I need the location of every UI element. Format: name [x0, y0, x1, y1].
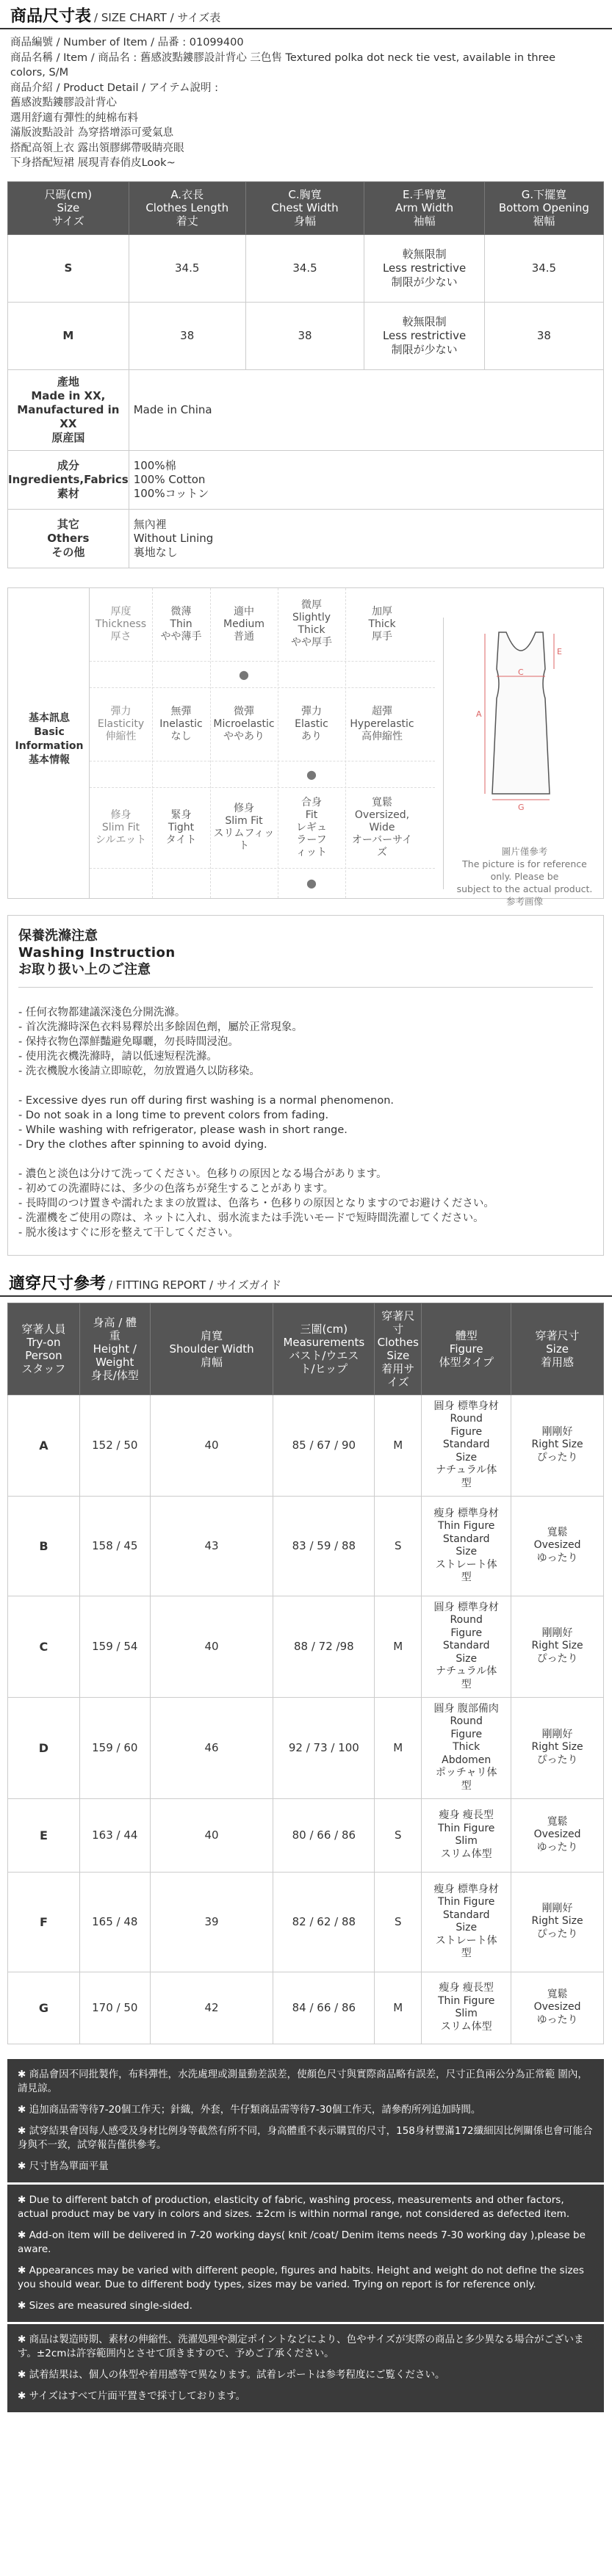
- product-line: 下身搭配短裙 展現青春俏皮Look~: [10, 157, 176, 169]
- note-item: ✱ 商品は製造時期、素材の伸縮性、洗濯処理や測定ポイントなどにより、色やサイズが実際の商品と多少異なる場合がございます。±2cmは許容範囲内とさせて頂きますので、予めご了承ください。: [18, 2333, 584, 2359]
- fitting-header: [0, 1273, 612, 1297]
- clothes-size: M: [375, 1697, 422, 1798]
- size-row-s: [8, 234, 604, 302]
- shoulder-width: 46: [150, 1697, 273, 1798]
- shoulder-width: 39: [150, 1872, 273, 1972]
- basic-info-label: 基本訊息 Basic Information 基本情報: [15, 712, 84, 766]
- size-chart-subtitle: / SIZE CHART / サイズ表: [94, 11, 221, 24]
- figure-type: 圓身 腹部備肉 Round Figure Thick Abdomen ポッチャリ体 型: [422, 1697, 511, 1798]
- figure-type: 圓身 標準身材 Round Figure Standard Size ナチュラル体 型: [422, 1596, 511, 1697]
- elasticity-inelastic: 無彈 Inelastic なし: [159, 705, 203, 742]
- note-item: ✱ Due to different batch of production, elasticity of fabric, washing process, measurements and other factors, actual product may be vary in colors and sizes. ±2cm is within normal range, not considered as defected item.: [18, 2193, 570, 2220]
- note-item: ✱ 試着結果は、個人の体型や着用感等で異なります。試着レポートは参考程度にご覧ください。: [18, 2368, 445, 2381]
- note-item: ✱ Sizes are measured single-sided.: [18, 2299, 192, 2312]
- thickness-label: 厚度 Thickness 厚さ: [95, 605, 147, 643]
- figure-type: 瘦身 瘦長型 Thin Figure Slim スリム体型: [422, 1972, 511, 2044]
- header-chest-width: C.胸寬 Chest Width 身幅: [245, 181, 364, 234]
- header-figure: 體型 Figure 体型タイプ: [422, 1303, 511, 1394]
- bottom-opening-value: 38: [484, 302, 603, 369]
- slimfit-tight: 緊身 Tight タイト: [165, 808, 197, 846]
- notes-zh: [7, 2059, 604, 2185]
- origin-row: [8, 369, 604, 450]
- size-chart-header: [0, 0, 612, 29]
- shoulder-width: 40: [150, 1798, 273, 1872]
- note-item: ✱ Add-on item will be delivered in 7-20 working days( knit /coat/ Denim items needs 7-30 working day ),please be aware.: [18, 2229, 586, 2255]
- others-row: [8, 509, 604, 568]
- slimfit-slim: 修身 Slim Fit スリムフィット: [213, 803, 275, 852]
- origin-value: Made in China: [129, 369, 603, 450]
- fit-feel: 寬鬆 Ovesized ゆったり: [511, 1972, 604, 2044]
- shoulder-width: 40: [150, 1596, 273, 1697]
- person-id: F: [8, 1872, 80, 1972]
- thickness-thin: 微薄 Thin やや薄手: [160, 605, 202, 643]
- ingredients-label: 成分 Ingredients,Fabrics 素材: [8, 450, 129, 509]
- height-weight: 152 / 50: [79, 1394, 150, 1496]
- header-measurements: 三圍(cm) Measurements バスト/ウエス ト/ヒップ: [273, 1303, 375, 1394]
- fit-feel: 寬鬆 Ovesized ゆったり: [511, 1496, 604, 1596]
- clothes-size: M: [375, 1394, 422, 1496]
- person-id: B: [8, 1496, 80, 1596]
- thickness-dot-row: [90, 662, 435, 688]
- header-shoulder: 肩寬 Shoulder Width 肩幅: [150, 1303, 273, 1394]
- size-label: M: [8, 302, 129, 369]
- fitting-table-header: [8, 1303, 604, 1394]
- others-label: 其它 Others その他: [8, 509, 129, 568]
- basic-info-panel: [7, 587, 604, 907]
- ingredients-value: 100%棉 100% Cotton 100%コットン: [129, 450, 603, 509]
- fitting-row: [8, 1596, 604, 1697]
- fit-feel: 剛剛好 Right Size ぴったり: [511, 1697, 604, 1798]
- fit-feel: 剛剛好 Right Size ぴったり: [511, 1596, 604, 1697]
- note-item: ✱ 商品會因不同批製作，布料彈性，水洗處理或測量動差誤差，使顏色尺寸與實際商品略有誤差，尺寸正負兩公分為正常範 圍內，請見諒。: [18, 2068, 588, 2094]
- selected-dot-icon: ●: [239, 667, 249, 681]
- fitting-row: [8, 1972, 604, 2044]
- elasticity-dot-row: [90, 761, 435, 788]
- tank-top-sketch-icon: [466, 618, 576, 838]
- slimfit-dot-row: [90, 869, 435, 898]
- size-table: [7, 181, 604, 568]
- product-line: 滿版波點設計 為穿搭增添可愛氣息: [10, 127, 174, 139]
- header-fit: 穿著尺寸 Size 着用感: [511, 1303, 604, 1394]
- diagram-letter-g: G: [518, 802, 525, 812]
- slimfit-fit: 合身 Fit レギュ ラーフ ィット: [296, 796, 327, 858]
- product-line: colors, S/M: [10, 67, 69, 79]
- fitting-title: 適穿尺寸參考: [9, 1274, 107, 1293]
- diagram-letter-c: C: [518, 667, 524, 677]
- size-label: S: [8, 234, 129, 302]
- shoulder-width: 42: [150, 1972, 273, 2044]
- clothes-size: S: [375, 1496, 422, 1596]
- note-item: ✱ 追加商品需等待7-20個工作天；針織，外套，牛仔類商品需等待7-30個工作天，請參酌所列追加時間。: [18, 2103, 481, 2116]
- washing-line: - 濃色と淡色は分けて洗ってください。色移りの原因となる場合があります。: [18, 1168, 387, 1180]
- washing-line: - 使用洗衣機洗滌時，請以低速短程洗滌。: [18, 1050, 217, 1063]
- elasticity-hyper: 超彈 Hyperelastic 高伸縮性: [350, 705, 414, 742]
- washing-title-zh: 保養洗滌注意: [18, 927, 98, 944]
- product-line: 搭配高領上衣 露出領膠綁帶吸睛亮眼: [10, 142, 184, 154]
- slimfit-oversized: 寬鬆 Oversized, Wide オーバーサイ ズ: [351, 796, 413, 858]
- washing-title-en: Washing Instruction: [18, 944, 176, 960]
- note-item: ✱ 尺寸皆為單面平量: [18, 2160, 109, 2172]
- fitting-row: [8, 1798, 604, 1872]
- fitting-row: [8, 1697, 604, 1798]
- fit-feel: 剛剛好 Right Size ぴったり: [511, 1872, 604, 1972]
- clothes-size: S: [375, 1798, 422, 1872]
- measurements: 88 / 72 /98: [273, 1596, 375, 1697]
- washing-line: - While washing with refrigerator, please wash in short range.: [18, 1124, 348, 1136]
- garment-diagram: [443, 618, 597, 907]
- elasticity-elastic: 彈力 Elastic あり: [295, 705, 328, 742]
- thickness-slightly-thick: 微厚 Slightly Thick やや厚手: [291, 599, 332, 648]
- shoulder-width: 43: [150, 1496, 273, 1596]
- selected-dot-icon: ●: [306, 767, 317, 781]
- size-table-header: [8, 181, 604, 234]
- clothes-size: M: [375, 1972, 422, 2044]
- fitting-subtitle: / FITTING REPORT / サイズガイド: [109, 1278, 282, 1292]
- fitting-row: [8, 1872, 604, 1972]
- washing-line: - 脱水後はすぐに形を整えて干してください。: [18, 1226, 239, 1239]
- slimfit-label: 修身 Slim Fit シルエット: [95, 808, 147, 846]
- note-item: ✱ サイズはすべて片面平置きで採寸しております。: [18, 2389, 246, 2402]
- note-item: ✱ Appearances may be varied with different people, figures and habits. Height and weight do not define the sizes you should wear. Due to different body types, sizes may be varied. Trying on report is for reference only.: [18, 2264, 584, 2290]
- measurements: 83 / 59 / 88: [273, 1496, 375, 1596]
- header-clothes-size: 穿著尺 寸 Clothes Size 着用サ イズ: [375, 1303, 422, 1394]
- arm-width-value: 較無限制 Less restrictive 制限が少ない: [364, 302, 484, 369]
- others-value: 無內裡 Without Lining 裏地なし: [129, 509, 603, 568]
- washing-line: - 任何衣物都建議深淺色分開洗滌。: [18, 1006, 186, 1019]
- notes-panel: [7, 2059, 604, 2412]
- diagram-caption: 圖片僅參考 The picture is for reference only. Please be subject to the actual product. 参考画像: [456, 845, 593, 907]
- washing-line: - 洗衣機脫水後請立即晾乾，勿放置過久以防移染。: [18, 1065, 260, 1077]
- header-height-weight: 身高 / 體 重 Height / Weight 身長/体型: [79, 1303, 150, 1394]
- washing-line: - 保持衣物色澤鮮豔避免曝曬，勿長時間浸泡。: [18, 1035, 239, 1048]
- bottom-opening-value: 34.5: [484, 234, 603, 302]
- figure-type: 瘦身 瘦長型 Thin Figure Slim スリム体型: [422, 1798, 511, 1872]
- height-weight: 159 / 60: [79, 1697, 150, 1798]
- person-id: G: [8, 1972, 80, 2044]
- clothes-length-value: 34.5: [129, 234, 245, 302]
- notes-ja: [7, 2324, 604, 2412]
- chest-width-value: 38: [245, 302, 364, 369]
- chest-width-value: 34.5: [245, 234, 364, 302]
- shoulder-width: 40: [150, 1394, 273, 1496]
- product-line: 選用舒適有彈性的純棉布料: [10, 112, 138, 124]
- fitting-row: [8, 1394, 604, 1496]
- measurements: 85 / 67 / 90: [273, 1394, 375, 1496]
- washing-line: - Do not soak in a long time to prevent colors from fading.: [18, 1109, 329, 1121]
- product-line: 舊感波點鏤膠設計背心: [10, 97, 117, 109]
- arm-width-value: 較無限制 Less restrictive 制限が少ない: [364, 234, 484, 302]
- product-line: 商品介紹 / Product Detail / アイテム說明 :: [10, 82, 219, 94]
- fit-feel: 寬鬆 Ovesized ゆったり: [511, 1798, 604, 1872]
- clothes-length-value: 38: [129, 302, 245, 369]
- washing-line: - 初めての洗濯時には、多少の色落ちが発生することがあります。: [18, 1182, 334, 1195]
- origin-label: 產地 Made in XX, Manufactured in XX 原産国: [8, 369, 129, 450]
- diagram-letter-a: A: [476, 709, 482, 719]
- fitting-table: [7, 1303, 604, 2044]
- measurements: 80 / 66 / 86: [273, 1798, 375, 1872]
- washing-line: - Excessive dyes run off during first washing is a normal phenomenon.: [18, 1094, 394, 1107]
- height-weight: 159 / 54: [79, 1596, 150, 1697]
- header-size: 尺碼(cm) Size サイズ: [8, 181, 129, 234]
- person-id: D: [8, 1697, 80, 1798]
- clothes-size: S: [375, 1872, 422, 1972]
- header-clothes-length: A.衣長 Clothes Length 着丈: [129, 181, 245, 234]
- notes-en: [7, 2185, 604, 2324]
- elasticity-label: 彈力 Elasticity 伸縮性: [97, 705, 145, 742]
- person-id: E: [8, 1798, 80, 1872]
- thickness-thick: 加厚 Thick 厚手: [368, 605, 396, 643]
- height-weight: 170 / 50: [79, 1972, 150, 2044]
- person-id: C: [8, 1596, 80, 1697]
- diagram-letter-e: E: [557, 646, 562, 656]
- figure-type: 瘦身 標準身材 Thin Figure Standard Size ストレート体 型: [422, 1496, 511, 1596]
- person-id: A: [8, 1394, 80, 1496]
- header-arm-width: E.手臂寬 Arm Width 袖幅: [364, 181, 484, 234]
- elasticity-row: [90, 688, 435, 761]
- measurements: 82 / 62 / 88: [273, 1872, 375, 1972]
- attribute-grid: [89, 588, 434, 898]
- figure-type: 瘦身 標準身材 Thin Figure Standard Size ストレート体 型: [422, 1872, 511, 1972]
- height-weight: 163 / 44: [79, 1798, 150, 1872]
- size-chart-title: 商品尺寸表: [10, 7, 92, 26]
- washing-instruction: [7, 915, 604, 1256]
- thickness-medium: 適中 Medium 普通: [223, 605, 264, 643]
- header-bottom-opening: G.下擺寬 Bottom Opening 裾幅: [484, 181, 603, 234]
- clothes-size: M: [375, 1596, 422, 1697]
- size-row-m: [8, 302, 604, 369]
- ingredients-row: [8, 450, 604, 509]
- slimfit-row: [90, 788, 435, 869]
- product-line: 商品名稱 / Item / 商品名 : 舊感波點鏤膠設計背心 三色售 Textured polka dot neck tie vest, available in three: [10, 51, 556, 64]
- note-item: ✱ 試穿結果會因每人感受及身材比例身等截然有所不同，身高體重不表示購買的尺寸，158身材豐滿172纖細因比例關係也會可能合身與不一致，試穿報告僅供參考。: [18, 2124, 593, 2151]
- header-person: 穿著人員 Try-on Person スタッフ: [8, 1303, 80, 1394]
- elasticity-micro: 微彈 Microelastic ややあり: [213, 705, 275, 742]
- product-info: [0, 34, 612, 173]
- thickness-row: [90, 588, 435, 662]
- divider: [18, 987, 593, 988]
- figure-type: 圓身 標準身材 Round Figure Standard Size ナチュラル体 型: [422, 1394, 511, 1496]
- fitting-row: [8, 1496, 604, 1596]
- product-line: 商品編號 / Number of Item / 品番 : 01099400: [10, 37, 244, 48]
- selected-dot-icon: ●: [306, 876, 317, 890]
- washing-line: - 首次洗滌時深色衣料易釋於出多餘固色劑，屬於正常現象。: [18, 1021, 303, 1033]
- height-weight: 165 / 48: [79, 1872, 150, 1972]
- washing-line: - Dry the clothes after spinning to avoid dying.: [18, 1138, 267, 1151]
- measurements: 92 / 73 / 100: [273, 1697, 375, 1798]
- measurements: 84 / 66 / 86: [273, 1972, 375, 2044]
- washing-line: - 長時間のつけ置きや濡れたままの放置は、色落ち・色移りの原因となりますのでお避けください。: [18, 1197, 494, 1209]
- fit-feel: 剛剛好 Right Size ぴったり: [511, 1394, 604, 1496]
- washing-title-ja: お取り扱い上のご注意: [18, 961, 151, 977]
- washing-line: - 洗濯機をご使用の際は、ネットに入れ、弱水流または手洗いモードで短時間洗濯してください。: [18, 1212, 484, 1224]
- height-weight: 158 / 45: [79, 1496, 150, 1596]
